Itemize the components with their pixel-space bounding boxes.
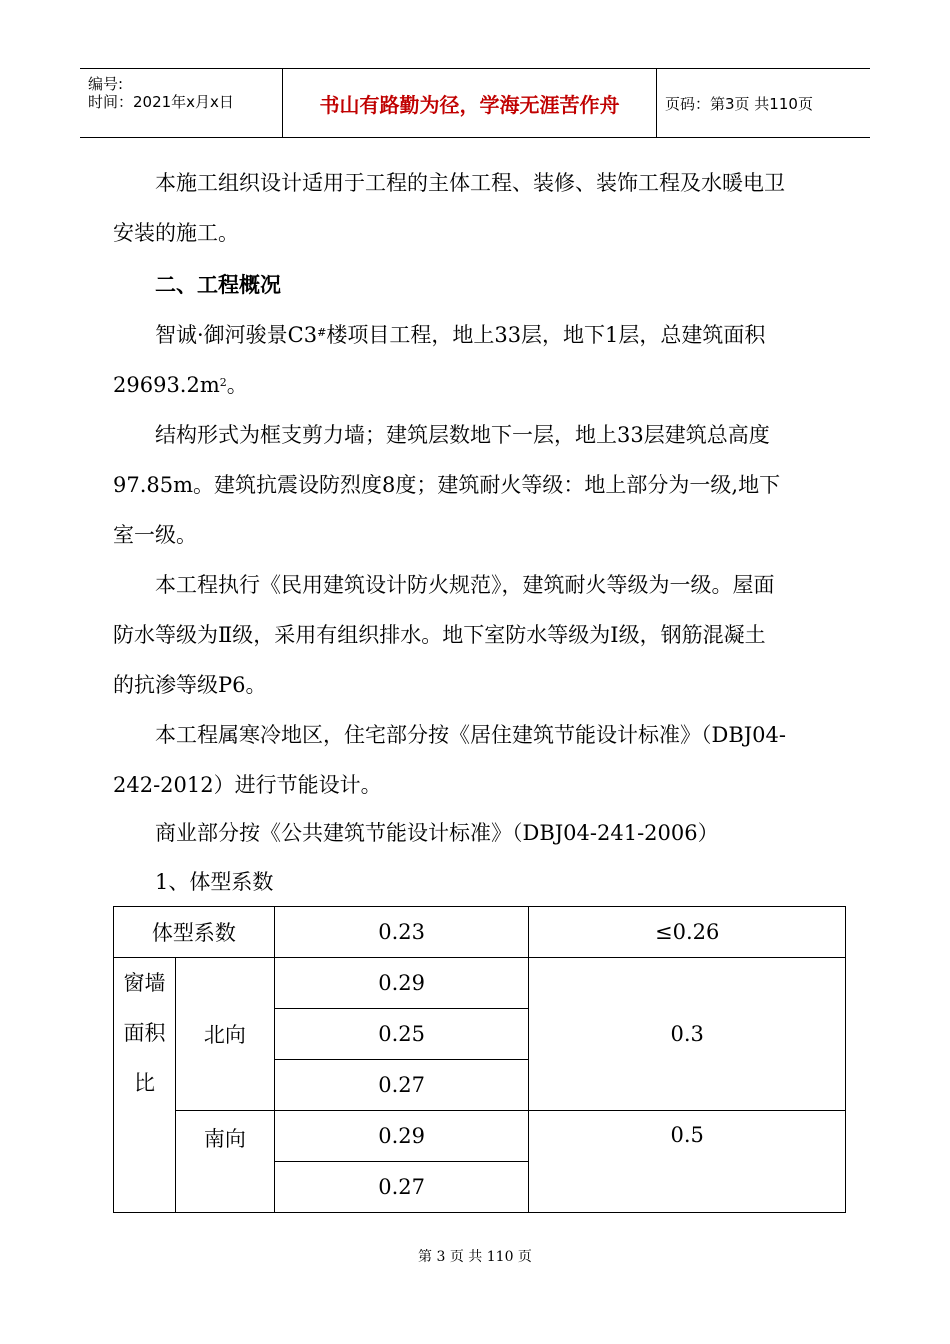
doc-number-label: 编号: <box>88 75 124 93</box>
page-header <box>80 68 870 138</box>
table-row <box>114 907 846 958</box>
doc-time-label: 时间：2021年x月x日 <box>88 93 234 111</box>
table-cell-label: 体型系数 <box>114 907 275 958</box>
section-heading: 二、工程概况 <box>155 273 281 297</box>
paragraph-overview-cont <box>113 360 843 410</box>
table-row <box>114 1111 846 1162</box>
paragraph-energy-cont: 242-2012）进行节能设计。 <box>113 773 382 797</box>
area-end: 。 <box>226 373 248 397</box>
table-cell-limit: ≤0.26 <box>529 907 846 958</box>
south-limit: 0.5 <box>529 1111 846 1213</box>
south-label: 南向 <box>175 1111 274 1213</box>
paragraph-scope: 本施工组织设计适用于工程的主体工程、装修、装饰工程及水暖电卫 <box>155 171 785 195</box>
paragraph-structure-cont2: 室一级。 <box>113 523 197 547</box>
header-page-info: 页码：第3页 共110页 <box>665 94 813 113</box>
table-cell: 0.29 <box>274 958 529 1009</box>
header-motto: 书山有路勤为径，学海无涯苦作舟 <box>283 69 657 137</box>
paragraph-fire-cont: 防水等级为Ⅱ级，采用有组织排水。地下室防水等级为Ⅰ级，钢筋混凝土 <box>113 623 766 647</box>
paragraph-commercial: 商业部分按《公共建筑节能设计标准》（DBJ04-241-2006） <box>155 821 719 845</box>
table-cell: 0.27 <box>274 1162 529 1213</box>
paragraph-overview <box>113 310 843 360</box>
paragraph-structure-cont: 97.85m。建筑抗震设防烈度8度；建筑耐火等级：地上部分为一级,地下 <box>113 473 781 497</box>
table-cell: 0.29 <box>274 1111 529 1162</box>
table-row <box>114 958 846 1009</box>
north-limit: 0.3 <box>529 958 846 1111</box>
paragraph-fire-cont2: 的抗渗等级P6。 <box>113 673 267 697</box>
north-label: 北向 <box>175 958 274 1111</box>
paragraph-structure: 结构形式为框支剪力墙；建筑层数地下一层，地上33层建筑总高度 <box>155 423 770 447</box>
header-meta <box>80 69 283 137</box>
ratio-label-line: 窗墙 <box>123 971 166 995</box>
paragraph-scope-cont: 安装的施工。 <box>113 221 239 245</box>
table-cell: 0.23 <box>274 907 529 958</box>
ratio-label-line: 比 <box>133 1071 155 1095</box>
page-footer: 第 3 页 共 110 页 <box>418 1249 532 1265</box>
area-value: 29693.2m <box>113 373 220 397</box>
ratio-label-line: 面积 <box>123 1021 166 1045</box>
paragraph-fire: 本工程执行《民用建筑设计防火规范》，建筑耐火等级为一级。屋面 <box>155 573 775 597</box>
window-wall-ratio-label <box>114 958 176 1213</box>
table-cell: 0.25 <box>274 1009 529 1060</box>
table-cell: 0.27 <box>274 1060 529 1111</box>
paragraph-energy: 本工程属寒冷地区，住宅部分按《居住建筑节能设计标准》（DBJ04- <box>155 723 787 747</box>
overview-sup: # <box>317 326 327 339</box>
shape-coefficient-table <box>113 906 846 1213</box>
area-sup: 2 <box>219 376 227 389</box>
subheading-shape-coefficient: 1、体型系数 <box>155 870 274 894</box>
overview-part-1: 智诚·御河骏景C3 <box>155 323 318 347</box>
overview-part-2: 楼项目工程，地上33层，地下1层，总建筑面积 <box>326 323 766 347</box>
